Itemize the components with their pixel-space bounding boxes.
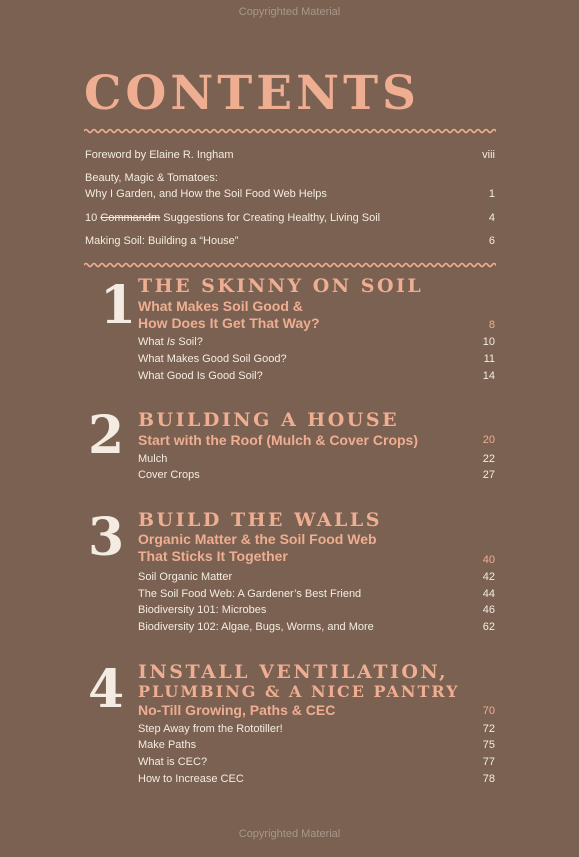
toc-entry[interactable] (138, 603, 495, 617)
chapter-number: 2 (88, 405, 125, 466)
toc-entry-label: What is CEC? (138, 756, 208, 768)
toc-entry-label-pre: 10 (85, 212, 101, 224)
watermark-bottom: Copyrighted Material (238, 828, 341, 840)
toc-page-number: 14 (482, 370, 495, 382)
chapter-title[interactable]: THE SKINNY ON SOIL (138, 275, 424, 297)
page-title: CONTENTS (84, 66, 420, 121)
toc-entry[interactable] (138, 772, 495, 786)
toc-entry[interactable] (138, 335, 495, 349)
toc-page-number: 11 (483, 353, 495, 365)
chapter-page-number: 8 (488, 319, 495, 331)
chapter-title[interactable]: BUILDING A HOUSE (138, 409, 400, 431)
toc-entry[interactable] (138, 722, 495, 736)
chapter-page-number: 40 (482, 554, 495, 566)
toc-page-number: 72 (482, 723, 495, 735)
toc-page-number: 62 (482, 621, 495, 633)
chapter-title-line-2[interactable]: PLUMBING & A NICE PANTRY (138, 682, 460, 701)
chapter-title[interactable]: BUILD THE WALLS (138, 509, 382, 531)
toc-entry-label: Cover Crops (138, 469, 200, 481)
toc-page-number: 10 (482, 336, 495, 348)
toc-entry-label: Biodiversity 102: Algae, Bugs, Worms, and More (138, 621, 374, 633)
toc-page-number: 1 (488, 188, 495, 200)
toc-entry[interactable] (138, 352, 495, 366)
toc-entry-label: Making Soil: Building a “House” (85, 235, 239, 247)
watermark-top: Copyrighted Material (238, 6, 341, 18)
chapter-subtitle[interactable] (138, 298, 320, 332)
toc-page-number: 46 (482, 604, 495, 616)
toc-entry-label: Soil Organic Matter (138, 571, 233, 583)
toc-entry[interactable] (138, 755, 495, 769)
chapter-page-number: 20 (482, 434, 495, 446)
toc-entry-label: Mulch (138, 453, 168, 465)
chapter-number: 1 (100, 275, 137, 336)
toc-entry-label-em: Is (166, 336, 176, 348)
toc-entry-label-post: Soil? (175, 336, 203, 348)
toc-page-number: 6 (488, 235, 495, 247)
toc-page-number: 44 (482, 588, 495, 600)
toc-entry-label: Step Away from the Rototiller! (138, 723, 283, 735)
toc-entry[interactable] (138, 620, 495, 634)
chapter-subtitle-line: How Does It Get That Way? (138, 315, 320, 331)
chapter-subtitle-line: That Sticks It Together (138, 548, 288, 564)
toc-entry-foreword[interactable] (85, 147, 495, 163)
chapter-subtitle-line: Organic Matter & the Soil Food Web (138, 531, 377, 547)
toc-entry-label: Make Paths (138, 739, 197, 751)
toc-page-number: 42 (482, 571, 495, 583)
toc-entry[interactable] (138, 570, 495, 584)
toc-entry[interactable] (138, 587, 495, 601)
toc-entry-making-soil[interactable] (85, 233, 495, 249)
toc-page-number: 78 (482, 773, 495, 785)
struck-text: Commandm (100, 212, 161, 224)
chapter-number: 4 (88, 659, 125, 720)
toc-entry-beauty-magic[interactable] (85, 170, 495, 202)
toc-entry-label: How to Increase CEC (138, 773, 244, 785)
toc-entry-label: Biodiversity 101: Microbes (138, 604, 267, 616)
toc-entry-suggestions[interactable] (85, 210, 495, 226)
chapter-subtitle-line: What Makes Soil Good & (138, 298, 303, 314)
toc-entry-label: What Good Is Good Soil? (138, 370, 263, 382)
toc-entry-label-post: Suggestions for Creating Healthy, Living Soil (160, 212, 381, 224)
toc-page-number: viii (482, 149, 495, 161)
wavy-divider (84, 261, 496, 269)
wavy-divider (84, 127, 496, 135)
toc-entry-label-line: Beauty, Magic & Tomatoes: (85, 172, 218, 184)
toc-page-number: 4 (488, 212, 495, 224)
toc-entry-label-pre: What (138, 336, 167, 348)
toc-page-number: 22 (482, 453, 495, 465)
toc-entry[interactable] (138, 452, 495, 466)
toc-entry-label: The Soil Food Web: A Gardener’s Best Friend (138, 588, 362, 600)
toc-entry-label: What Makes Good Soil Good? (138, 353, 287, 365)
toc-entry-label-line: Why I Garden, and How the Soil Food Web Helps (85, 188, 327, 200)
chapter-subtitle[interactable] (138, 531, 377, 565)
toc-entry[interactable] (138, 738, 495, 752)
toc-page-number: 75 (482, 739, 495, 751)
chapter-title[interactable]: INSTALL VENTILATION, (138, 661, 449, 683)
toc-entry-label: Foreword by Elaine R. Ingham (85, 149, 234, 161)
toc-entry[interactable] (138, 369, 495, 383)
chapter-subtitle[interactable]: No-Till Growing, Paths & CEC (138, 702, 336, 718)
toc-page-number: 27 (482, 469, 495, 481)
chapter-subtitle[interactable]: Start with the Roof (Mulch & Cover Crops) (138, 432, 418, 448)
chapter-page-number: 70 (482, 705, 495, 717)
toc-page-number: 77 (482, 756, 495, 768)
toc-entry[interactable] (138, 468, 495, 482)
chapter-number: 3 (88, 507, 125, 568)
